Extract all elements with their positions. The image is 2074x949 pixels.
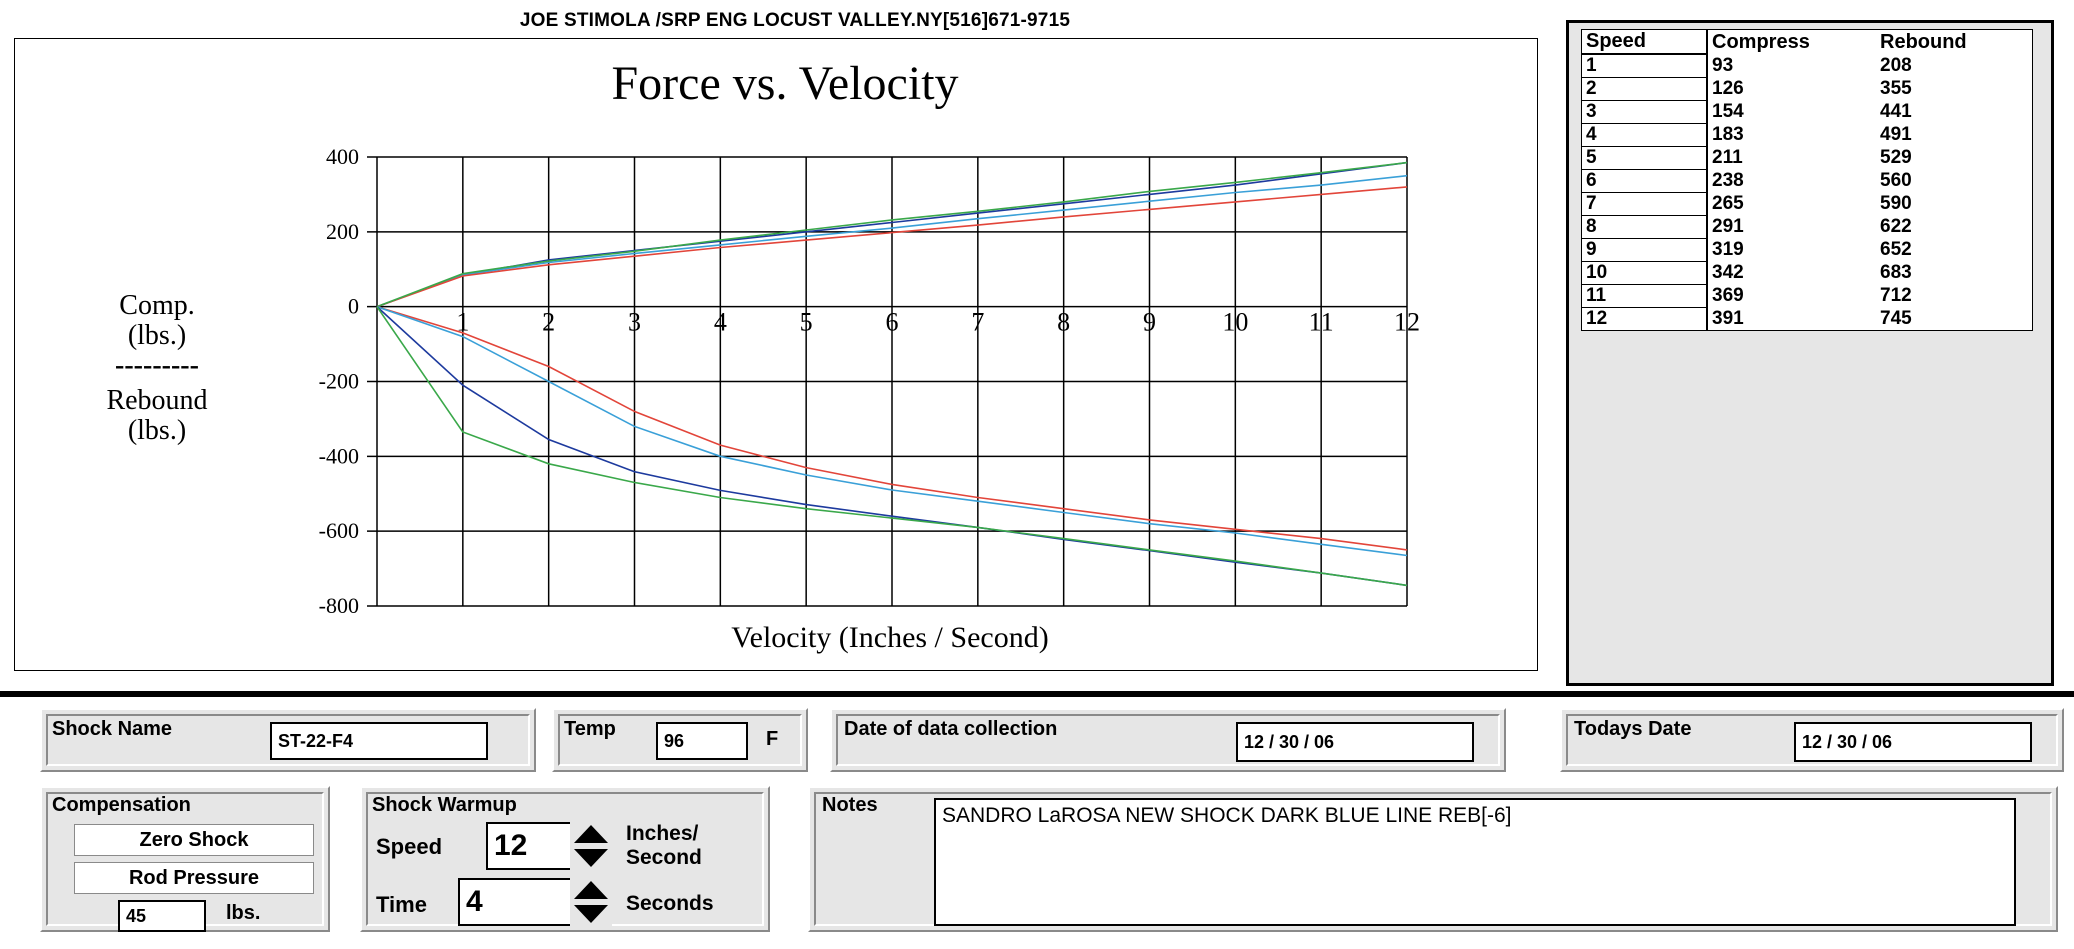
y-label-rebound: Rebound: [106, 385, 208, 416]
collection-date-group: [830, 708, 1506, 772]
cell-rebound: 745: [1880, 307, 1912, 329]
cell-speed: 7: [1582, 193, 1708, 216]
cell-compress: 211: [1712, 147, 1743, 168]
x-tick-label: 2: [542, 307, 556, 337]
x-axis-label: Velocity (Inches / Second): [731, 621, 1049, 654]
table-header-row: [1582, 30, 2033, 55]
x-tick-label: 10: [1222, 307, 1249, 337]
y-tick-label: -800: [318, 593, 359, 618]
cell-rebound: 208: [1880, 54, 1912, 76]
x-tick-label: 9: [1143, 307, 1156, 337]
data-table-panel: [1566, 20, 2054, 686]
cell-speed: 12: [1582, 308, 1708, 331]
cell-rebound: 560: [1880, 170, 1912, 191]
y-tick-label: 200: [326, 218, 359, 244]
header-compress: Compress: [1712, 30, 1810, 53]
y-tick-label: -400: [318, 443, 359, 469]
rod-pressure-field[interactable]: 45: [118, 900, 206, 932]
cell-compress: 238: [1712, 170, 1744, 191]
collection-date-field[interactable]: 12 / 30 / 06: [1236, 722, 1474, 762]
cell-speed: 2: [1582, 78, 1708, 101]
cell-compress: 126: [1712, 78, 1744, 99]
todays-date-group: [1560, 708, 2064, 772]
y-label-comp-unit: (lbs.): [127, 320, 187, 351]
cell-rebound: 622: [1880, 216, 1912, 237]
table-row: [1582, 285, 2033, 308]
todays-date-label: Todays Date: [1574, 718, 1692, 740]
cell-rebound: 529: [1880, 147, 1912, 168]
cell-speed: 9: [1582, 239, 1708, 262]
cell-speed: 10: [1582, 262, 1708, 285]
cell-compress: 265: [1712, 193, 1744, 214]
rod-pressure-button[interactable]: Rod Pressure: [74, 862, 314, 894]
table-row: [1582, 54, 2033, 78]
table-row: [1582, 101, 2033, 124]
todays-date-field[interactable]: 12 / 30 / 06: [1794, 722, 2032, 762]
table-row: [1582, 193, 2033, 216]
table-row: [1582, 124, 2033, 147]
table-body: [1582, 54, 2033, 331]
shock-name-label: Shock Name: [52, 718, 173, 740]
cell-speed: 4: [1582, 124, 1708, 147]
y-tick-label: 0: [348, 293, 359, 319]
temp-field[interactable]: 96: [656, 722, 748, 760]
y-label-separator: ---------: [115, 350, 199, 381]
force-velocity-chart: [15, 39, 1539, 672]
x-tick-label: 3: [628, 307, 641, 337]
header-rebound: Rebound: [1880, 30, 1967, 53]
x-tick-label: 8: [1057, 307, 1071, 337]
notes-label: Notes: [822, 794, 878, 816]
chart-panel: [14, 38, 1538, 671]
cell-compress: 369: [1712, 285, 1744, 306]
cell-rebound: 683: [1880, 262, 1912, 283]
y-tick-label: -600: [318, 518, 359, 544]
x-tick-label: 1: [456, 307, 470, 337]
chart-title: Force vs. Velocity: [611, 57, 959, 110]
warmup-speed-spinner[interactable]: [570, 822, 612, 870]
section-divider: [0, 691, 2074, 697]
shock-warmup-group: [360, 786, 770, 932]
shock-warmup-label: Shock Warmup: [372, 794, 517, 816]
speed-force-table: [1581, 29, 2033, 331]
x-tick-label: 4: [713, 307, 727, 337]
warmup-time-field[interactable]: 4: [458, 878, 572, 926]
shock-name-group: [40, 708, 536, 772]
table-row: [1582, 78, 2033, 101]
zero-shock-button[interactable]: Zero Shock: [74, 824, 314, 856]
cell-rebound: 712: [1880, 285, 1912, 306]
cell-speed: 8: [1582, 216, 1708, 239]
compensation-group: [40, 786, 330, 932]
x-tick-label: 11: [1308, 307, 1334, 337]
cell-rebound: 491: [1880, 124, 1912, 145]
cell-speed: 11: [1582, 285, 1708, 308]
warmup-speed-unit-1: Inches/: [626, 822, 699, 845]
warmup-speed-field[interactable]: 12: [486, 822, 572, 870]
cell-rebound: 590: [1880, 193, 1912, 214]
table-row: [1582, 147, 2033, 170]
cell-compress: 319: [1712, 239, 1744, 260]
rod-pressure-unit: lbs.: [226, 902, 261, 924]
notes-group: [808, 786, 2058, 932]
shock-name-field[interactable]: ST-22-F4: [270, 722, 488, 760]
x-tick-label: 12: [1394, 307, 1420, 337]
cell-compress: 342: [1712, 262, 1744, 283]
cell-speed: 3: [1582, 101, 1708, 124]
cell-rebound: 441: [1880, 101, 1912, 122]
temp-label: Temp: [564, 718, 616, 740]
table-row: [1582, 239, 2033, 262]
warmup-time-label: Time: [376, 892, 427, 917]
x-tick-label: 6: [885, 307, 899, 337]
cell-compress: 391: [1712, 307, 1744, 329]
temp-group: [552, 708, 808, 772]
warmup-speed-label: Speed: [376, 834, 443, 859]
x-tick-label: 5: [799, 307, 813, 337]
warmup-speed-unit-2: Second: [626, 846, 702, 869]
warmup-time-spinner[interactable]: [570, 878, 612, 926]
cell-speed: 5: [1582, 147, 1708, 170]
compensation-label: Compensation: [52, 794, 191, 816]
notes-textarea[interactable]: SANDRO LaROSA NEW SHOCK DARK BLUE LINE REB[-6]: [934, 798, 2016, 926]
table-row: [1582, 216, 2033, 239]
warmup-time-unit: Seconds: [626, 892, 714, 915]
temp-unit: F: [766, 728, 779, 750]
y-label-rebound-unit: (lbs.): [127, 415, 187, 446]
cell-compress: 93: [1712, 54, 1734, 76]
table-row: [1582, 308, 2033, 331]
cell-compress: 154: [1712, 101, 1744, 122]
collection-date-label: Date of data collection: [844, 718, 1058, 740]
cell-compress: 183: [1712, 124, 1744, 145]
header-contact: JOE STIMOLA /SRP ENG LOCUST VALLEY.NY[516]671-9715: [519, 10, 1071, 31]
chart-grid: [367, 157, 1407, 606]
cell-rebound: 652: [1880, 239, 1912, 260]
y-tick-label: 400: [326, 144, 359, 169]
table-row: [1582, 262, 2033, 285]
y-label-comp: Comp.: [119, 290, 195, 321]
header-speed: Speed: [1582, 30, 1708, 55]
cell-compress: 291: [1712, 216, 1744, 237]
x-tick-label: 7: [971, 307, 985, 337]
cell-speed: 6: [1582, 170, 1708, 193]
y-tick-label: -200: [318, 368, 359, 394]
cell-rebound: 355: [1880, 78, 1912, 99]
table-row: [1582, 170, 2033, 193]
cell-speed: 1: [1582, 54, 1708, 78]
